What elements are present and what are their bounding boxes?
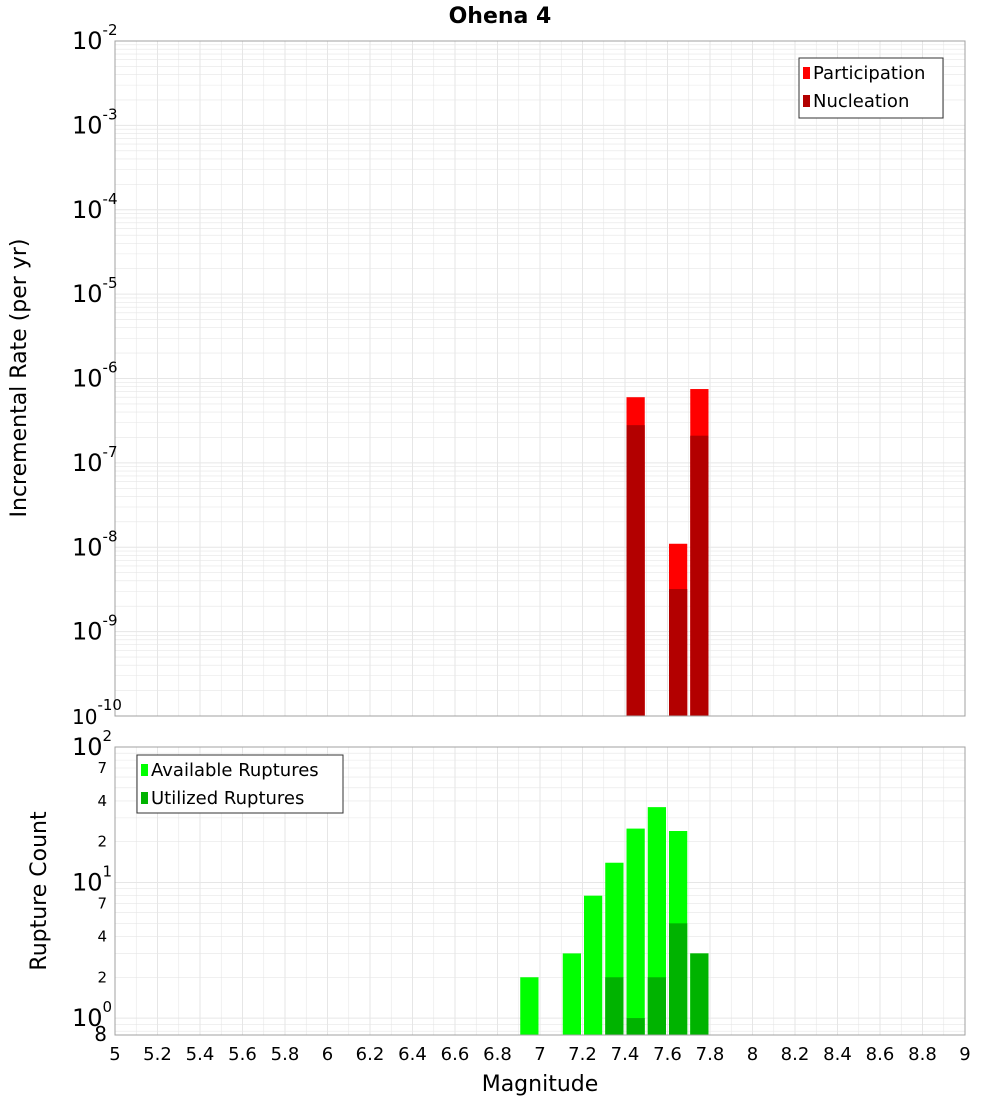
y-tick-label: 2 (97, 968, 107, 987)
y-tick-label: $10^1$ (72, 862, 113, 897)
x-tick-label: 8 (746, 1044, 759, 1065)
legend-swatch (803, 67, 810, 79)
y-tick-label: $10^{-9}$ (72, 611, 118, 646)
bar-nucleation (627, 425, 645, 716)
y-tick-label: $10^{-3}$ (72, 105, 118, 140)
x-tick-label: 7.4 (610, 1044, 640, 1065)
y-tick-label: $10^2$ (72, 727, 113, 761)
chart-title: Ohena 4 (448, 4, 552, 29)
legend-swatch (803, 95, 810, 107)
x-tick-label: 5.6 (228, 1044, 257, 1065)
x-tick-label: 6.2 (355, 1044, 385, 1065)
bottom-y-axis-label: Rupture Count (27, 811, 52, 971)
y-tick-label: 7 (97, 758, 107, 777)
x-tick-label: 7.8 (695, 1044, 725, 1065)
x-tick-label: 7 (534, 1044, 546, 1065)
bar-utilized-ruptures (605, 977, 623, 1035)
y-tick-label: $10^{-8}$ (72, 527, 118, 562)
x-tick-label: 5.2 (143, 1044, 172, 1065)
y-tick-exponent: -3 (102, 105, 118, 124)
x-tick-label: 6.4 (398, 1044, 427, 1065)
x-tick-label: 5.4 (185, 1044, 215, 1065)
bar-available-ruptures (584, 896, 602, 1035)
x-tick-label: 8.8 (908, 1044, 937, 1065)
bar-utilized-ruptures (690, 953, 708, 1035)
y-tick-label: $10^{-4}$ (72, 189, 118, 224)
rupture-count-panel (72, 727, 965, 1046)
incremental-rate-panel (72, 21, 965, 729)
y-tick-label: $10^{-7}$ (72, 442, 118, 477)
y-tick-exponent: -10 (97, 696, 122, 714)
y-tick-exponent: 1 (102, 862, 113, 881)
x-tick-label: 5.8 (270, 1044, 300, 1065)
legend-label: Nucleation (813, 91, 910, 112)
y-tick-label: $10^0$ (72, 998, 113, 1033)
y-tick-label: 4 (97, 791, 107, 810)
y-tick-exponent: -8 (102, 527, 118, 546)
top-y-axis-label: Incremental Rate (per yr) (7, 238, 32, 518)
bar-available-ruptures (520, 977, 538, 1035)
y-tick-exponent: -2 (102, 21, 118, 39)
y-tick-label: $10^{-10}$ (72, 696, 122, 729)
x-tick-label: 9 (959, 1044, 971, 1065)
bar-utilized-ruptures (648, 977, 666, 1035)
x-tick-label: 8.6 (865, 1044, 895, 1065)
x-tick-label: 5 (109, 1044, 121, 1065)
y-tick-exponent: -4 (102, 189, 118, 208)
y-tick-exponent: -5 (102, 274, 118, 293)
legend-swatch (141, 792, 148, 804)
x-tick-label: 6 (321, 1044, 334, 1065)
x-tick-label: 6.6 (440, 1044, 470, 1065)
legend-swatch (141, 764, 148, 776)
y-tick-label: $10^{-2}$ (72, 21, 118, 55)
y-tick-exponent: 2 (102, 727, 113, 745)
legend-label: Utilized Ruptures (151, 788, 305, 809)
bar-nucleation (690, 436, 708, 716)
y-tick-label: 8 (94, 1022, 107, 1047)
y-tick-exponent: -7 (102, 442, 118, 461)
y-tick-exponent: -6 (102, 358, 118, 377)
x-tick-label: 7.6 (653, 1044, 682, 1065)
legend-label: Available Ruptures (151, 760, 319, 781)
bar-available-ruptures (627, 829, 645, 1035)
y-tick-exponent: 0 (102, 998, 113, 1017)
x-tick-label: 7.2 (568, 1044, 597, 1065)
y-tick-label: 4 (97, 927, 107, 946)
y-tick-label: $10^{-5}$ (72, 274, 118, 309)
bar-available-ruptures (563, 953, 581, 1035)
y-tick-label: $10^{-6}$ (72, 358, 118, 393)
legend-label: Participation (813, 63, 926, 84)
x-tick-label: 6.8 (483, 1044, 512, 1065)
y-tick-label: 2 (97, 832, 107, 851)
x-tick-label: 8.2 (780, 1044, 810, 1065)
magnitude-x-axis (109, 1044, 970, 1065)
bar-utilized-ruptures (669, 923, 687, 1035)
x-axis-label: Magnitude (481, 1072, 599, 1097)
bar-utilized-ruptures (627, 1018, 645, 1035)
y-tick-label: 7 (97, 894, 107, 913)
y-tick-exponent: -9 (102, 611, 118, 630)
bar-nucleation (669, 589, 687, 716)
x-tick-label: 8.4 (823, 1044, 852, 1065)
